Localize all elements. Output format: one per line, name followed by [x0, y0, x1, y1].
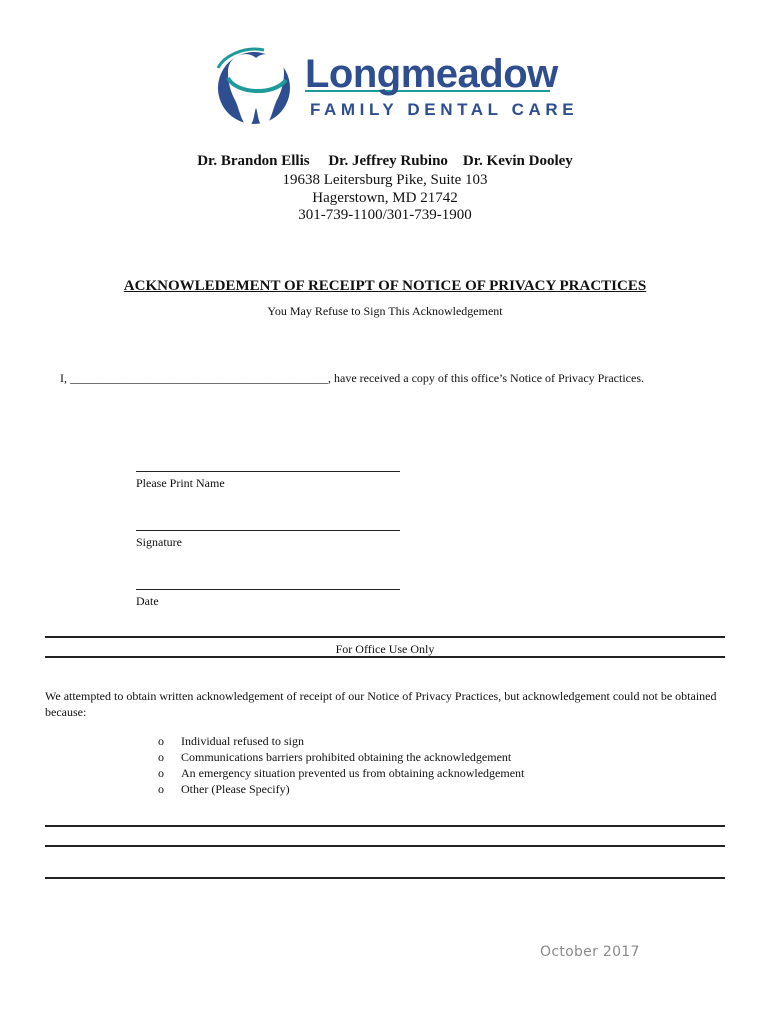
signature-label: Signature — [136, 535, 182, 549]
list-item[interactable] — [158, 733, 524, 749]
signature-field[interactable] — [136, 530, 400, 531]
phone-numbers: 301-739-1100/301-739-1900 — [298, 207, 472, 223]
doctor-names: Dr. Brandon Ellis Dr. Jeffrey Rubino Dr. Kevin Dooley — [197, 153, 573, 169]
specify-line-1[interactable] — [45, 825, 725, 827]
form-subtitle: You May Refuse to Sign This Acknowledgement — [267, 304, 503, 318]
checkbox-bullet[interactable]: o — [158, 782, 164, 796]
specify-line-3[interactable] — [45, 877, 725, 879]
checkbox-bullet[interactable]: o — [158, 750, 164, 764]
date-field[interactable] — [136, 589, 400, 590]
checkbox-bullet[interactable]: o — [158, 766, 164, 780]
list-item[interactable] — [158, 749, 524, 765]
office-use-heading: For Office Use Only — [335, 642, 435, 656]
logo-tagline: FAMILY DENTAL CARE — [310, 100, 579, 119]
reason-label: Communications barriers prohibited obtaining the acknowledgement — [181, 750, 512, 764]
address-line-2: Hagerstown, MD 21742 — [312, 190, 458, 206]
list-item[interactable] — [158, 781, 524, 797]
print-name-field[interactable] — [136, 471, 400, 472]
logo-name: Longmeadow — [305, 52, 558, 96]
divider-bottom — [45, 656, 725, 658]
reasons-list — [158, 733, 524, 797]
specify-line-2[interactable] — [45, 845, 725, 847]
office-use-statement: We attempted to obtain written acknowledgement of receipt of our Notice of Privacy Practices, but acknowledgement could not be obtained because: — [45, 689, 717, 719]
list-item[interactable] — [158, 765, 524, 781]
acknowledgement-statement: I, ___________________________________________, have received a copy of this office’s Notice of Privacy Practices. — [60, 371, 644, 385]
print-name-label: Please Print Name — [136, 476, 225, 490]
form-title: ACKNOWLEDEMENT OF RECEIPT OF NOTICE OF PRIVACY PRACTICES — [123, 278, 647, 294]
checkbox-bullet[interactable]: o — [158, 734, 164, 748]
address-line-1: 19638 Leitersburg Pike, Suite 103 — [282, 172, 488, 188]
reason-label: Individual refused to sign — [181, 734, 304, 748]
reason-label: An emergency situation prevented us from obtaining acknowledgement — [181, 766, 525, 780]
reason-label: Other (Please Specify) — [181, 782, 290, 796]
revision-date: October 2017 — [540, 944, 640, 960]
divider-top — [45, 636, 725, 638]
date-label: Date — [136, 594, 159, 608]
